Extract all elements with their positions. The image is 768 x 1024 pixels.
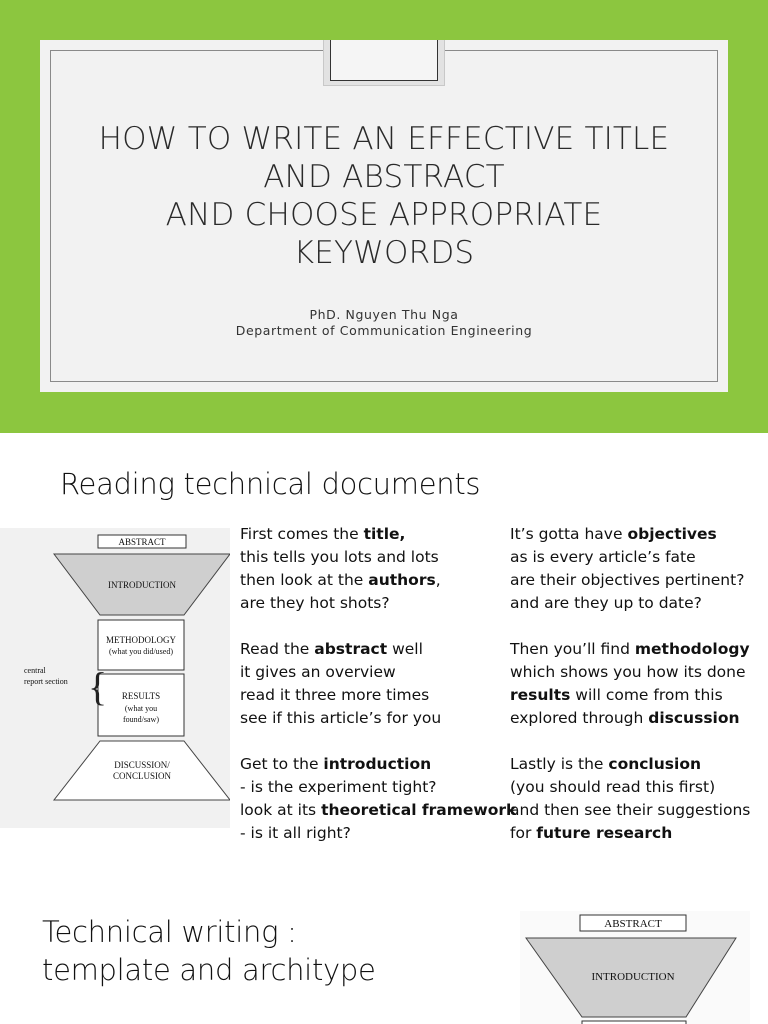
- keyword-abstract: abstract: [314, 640, 388, 658]
- keyword-results: results: [510, 686, 571, 704]
- author-block: [70, 307, 698, 339]
- poem-column-right: [510, 523, 750, 868]
- poem-line: [510, 638, 750, 661]
- stanza: [240, 753, 516, 845]
- poem-column-left: [240, 523, 516, 868]
- results-sub-label: found/saw): [123, 715, 159, 724]
- text-span: will come from this: [570, 686, 723, 704]
- stanza: [240, 638, 516, 730]
- slide-heading: Reading technical documents: [60, 467, 481, 501]
- poem-line: as is every article’s fate: [510, 548, 696, 566]
- results-sub-label: (what you: [124, 704, 158, 713]
- text-span: Lastly is the: [510, 755, 609, 773]
- poem-line: are their objectives pertinent?: [510, 571, 745, 589]
- author-name: PhD. Nguyen Thu Nga: [309, 307, 459, 322]
- curly-brace: {: [88, 664, 108, 709]
- heading-line: template and architype: [42, 953, 376, 987]
- slide-heading: [42, 913, 376, 989]
- stanza: [510, 638, 750, 730]
- methodology-sub-label: (what you did/used): [109, 647, 173, 656]
- poem-line: [510, 753, 750, 776]
- poem-line: [510, 684, 750, 707]
- title-line: HOW TO WRITE AN EFFECTIVE TITLE: [98, 121, 670, 157]
- abstract-label: ABSTRACT: [118, 537, 166, 547]
- reading-slide: [0, 433, 768, 873]
- card-tab-inner-decoration: [330, 40, 438, 81]
- poem-line: [240, 638, 516, 661]
- stanza: [510, 753, 750, 845]
- poem-line: - is the experiment tight?: [240, 778, 437, 796]
- introduction-label: INTRODUCTION: [591, 971, 675, 983]
- text-span: ,: [435, 571, 441, 589]
- poem-line: and are they up to date?: [510, 594, 702, 612]
- poem-line: [240, 569, 516, 592]
- keyword-methodology: methodology: [634, 640, 750, 658]
- text-span: explored through: [510, 709, 649, 727]
- hourglass-diagram: [0, 528, 230, 828]
- keyword-title: title,: [363, 525, 406, 543]
- stanza: [510, 523, 750, 615]
- presentation-title: [70, 120, 698, 272]
- poem-line: [510, 822, 750, 845]
- text-span: for: [510, 824, 537, 842]
- conclusion-label: CONCLUSION: [112, 771, 172, 781]
- poem-line: [240, 799, 516, 822]
- keyword-future-research: future research: [536, 824, 673, 842]
- text-span: Get to the: [240, 755, 324, 773]
- poem-line: [510, 707, 750, 730]
- text-span: look at its: [240, 801, 322, 819]
- methodology-label: METHODOLOGY: [106, 635, 176, 645]
- poem-line: and then see their suggestions: [510, 801, 751, 819]
- heading-line: Technical writing :: [42, 915, 297, 949]
- poem-line: are they hot shots?: [240, 594, 390, 612]
- poem-line: this tells you lots and lots: [240, 548, 439, 566]
- poem-line: [240, 753, 516, 776]
- text-span: then look at the: [240, 571, 369, 589]
- technical-writing-slide: [0, 873, 768, 1024]
- author-department: Department of Communication Engineering: [235, 323, 533, 338]
- title-slide: [0, 0, 768, 433]
- results-label: RESULTS: [121, 691, 161, 701]
- methodology-box: [98, 620, 184, 670]
- title-line: AND ABSTRACT: [263, 159, 505, 195]
- title-card: [40, 40, 728, 392]
- hourglass-diagram-partial: [520, 911, 750, 1024]
- abstract-label: ABSTRACT: [604, 918, 662, 930]
- stanza: [240, 523, 516, 615]
- poem-line: [240, 523, 516, 546]
- text-span: First comes the: [240, 525, 364, 543]
- text-span: well: [387, 640, 423, 658]
- central-section-label: report section: [24, 677, 68, 686]
- poem-line: it gives an overview: [240, 663, 396, 681]
- keyword-introduction: introduction: [323, 755, 432, 773]
- poem-line: - is it all right?: [240, 824, 351, 842]
- keyword-discussion: discussion: [648, 709, 740, 727]
- keyword-theoretical-framework: theoretical framework: [321, 801, 517, 819]
- introduction-label: INTRODUCTION: [108, 580, 176, 590]
- poem-line: see if this article’s for you: [240, 709, 442, 727]
- title-line: AND CHOOSE APPROPRIATE: [165, 197, 603, 233]
- central-section-label: central: [24, 666, 46, 675]
- text-span: Read the: [240, 640, 315, 658]
- discussion-label: DISCUSSION/: [114, 760, 170, 770]
- poem-line: [510, 523, 750, 546]
- poem-line: (you should read this first): [510, 778, 716, 796]
- title-line: KEYWORDS: [293, 235, 475, 271]
- keyword-objectives: objectives: [627, 525, 717, 543]
- keyword-authors: authors: [368, 571, 436, 589]
- poem-line: which shows you how its done: [510, 663, 746, 681]
- text-span: Then you’ll find: [510, 640, 635, 658]
- keyword-conclusion: conclusion: [608, 755, 702, 773]
- poem-line: read it three more times: [240, 686, 430, 704]
- text-span: It’s gotta have: [510, 525, 628, 543]
